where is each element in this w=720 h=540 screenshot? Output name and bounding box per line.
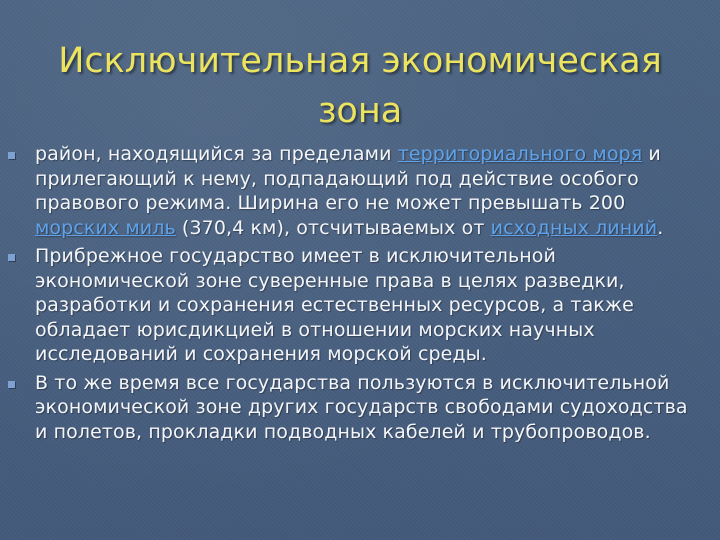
square-bullet-icon bbox=[8, 381, 15, 388]
bullet-item bbox=[0, 371, 720, 445]
bullet-text-segment: . bbox=[657, 216, 664, 239]
square-bullet-icon bbox=[8, 254, 15, 261]
bullet-text: В то же время все государства пользуются в исключительной экономической зоне других государств свободами судоходства и полетов, прокладки подводных кабелей и трубопроводов. bbox=[35, 371, 688, 443]
bullet-text-segment: район, находящийся за пределами bbox=[35, 143, 398, 165]
bullet-text bbox=[35, 142, 690, 240]
link-nautical-miles[interactable]: морских миль bbox=[35, 216, 176, 239]
link-baselines[interactable]: исходных линий bbox=[490, 216, 658, 239]
slide-title: Исключительная экономическая зона bbox=[58, 41, 662, 131]
bullet-text-segment: и прилегающий к нему, подпадающий под действие особого правового режима. Ширина его не может превышать 200 bbox=[35, 143, 661, 214]
bullet-text: Прибрежное государство имеет в исключительной экономической зоне суверенные права в целях разведки, разработки и сохранения естественных ресурсов, а также обладает юрисдикцией в отношении морских научных исследований и сохранения морской среды. bbox=[35, 245, 634, 365]
bullet-item bbox=[0, 244, 720, 367]
link-territorial-sea[interactable]: территориального моря bbox=[397, 143, 643, 165]
square-bullet-icon bbox=[8, 152, 15, 159]
bullet-list bbox=[0, 142, 720, 448]
bullet-text-segment: (370,4 км), отсчитываемых от bbox=[175, 216, 491, 239]
bullet-item bbox=[0, 142, 720, 240]
